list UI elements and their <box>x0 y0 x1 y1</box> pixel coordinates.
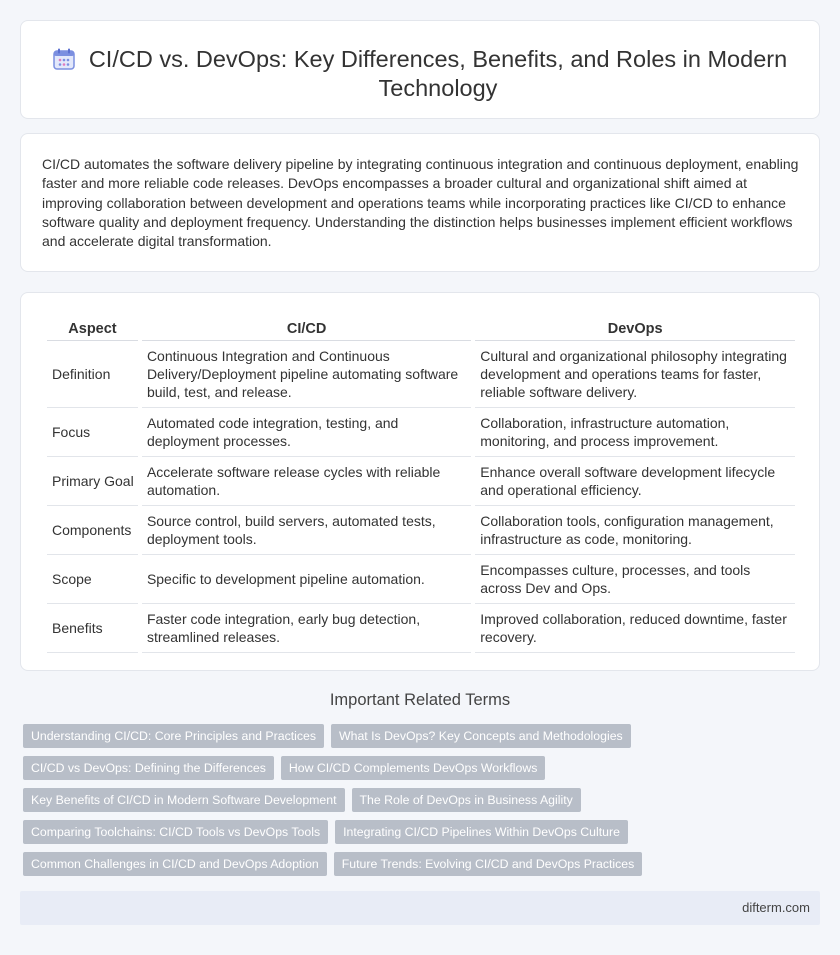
comparison-card <box>20 292 820 671</box>
row-cicd: Continuous Integration and Continuous Delivery/Deployment pipeline automating software build, test, and release. <box>142 341 471 408</box>
related-term-link[interactable]: Key Benefits of CI/CD in Modern Software Development <box>23 788 345 812</box>
related-term-link[interactable]: Understanding CI/CD: Core Principles and Practices <box>23 724 324 748</box>
related-term-link[interactable]: Future Trends: Evolving CI/CD and DevOps Practices <box>334 852 643 876</box>
title-card <box>20 20 820 119</box>
row-devops: Improved collaboration, reduced downtime, faster recovery. <box>475 604 795 653</box>
tag-row <box>23 756 813 780</box>
table-row <box>47 604 795 653</box>
row-devops: Collaboration tools, configuration management, infrastructure as code, monitoring. <box>475 506 795 555</box>
page-title: CI/CD vs. DevOps: Key Differences, Benefits, and Roles in Modern Technology <box>88 46 788 101</box>
table-row <box>47 341 795 408</box>
header-devops: DevOps <box>475 314 795 341</box>
table-header-row <box>47 314 795 341</box>
row-aspect: Components <box>47 506 138 555</box>
related-term-link[interactable]: CI/CD vs DevOps: Defining the Differences <box>23 756 274 780</box>
intro-card <box>20 133 820 272</box>
related-term-link[interactable]: Integrating CI/CD Pipelines Within DevOps Culture <box>335 820 628 844</box>
row-devops: Encompasses culture, processes, and tools across Dev and Ops. <box>475 555 795 604</box>
tag-row <box>23 852 813 876</box>
tag-row <box>23 820 813 844</box>
row-devops: Cultural and organizational philosophy integrating development and operations teams for faster, reliable software delivery. <box>475 341 795 408</box>
row-cicd: Specific to development pipeline automation. <box>142 555 471 604</box>
header-aspect: Aspect <box>47 314 138 341</box>
row-aspect: Benefits <box>47 604 138 653</box>
footer <box>20 891 820 925</box>
table-row <box>47 408 795 457</box>
row-cicd: Faster code integration, early bug detection, streamlined releases. <box>142 604 471 653</box>
related-terms-heading: Important Related Terms <box>329 691 511 709</box>
footer-site-link[interactable]: difterm.com <box>742 900 810 915</box>
table-row <box>47 506 795 555</box>
row-cicd: Automated code integration, testing, and deployment processes. <box>142 408 471 457</box>
related-term-link[interactable]: Common Challenges in CI/CD and DevOps Adoption <box>23 852 327 876</box>
related-term-link[interactable]: The Role of DevOps in Business Agility <box>352 788 581 812</box>
comparison-table <box>43 314 799 653</box>
row-aspect: Primary Goal <box>47 457 138 506</box>
intro-paragraph: CI/CD automates the software delivery pipeline by integrating continuous integration and continuous deployment, enabling faster and more reliable code releases. DevOps encompasses a broader cultural and organizational shift aimed at improving collaboration between development and operations teams while incorporating practices like CI/CD to enhance software quality and deployment frequency. Understanding the distinction helps businesses implement efficient workflows and accelerate digital transformation. <box>42 156 799 250</box>
row-aspect: Definition <box>47 341 138 408</box>
related-term-link[interactable]: What Is DevOps? Key Concepts and Methodologies <box>331 724 631 748</box>
row-aspect: Focus <box>47 408 138 457</box>
table-row <box>47 457 795 506</box>
related-term-link[interactable]: Comparing Toolchains: CI/CD Tools vs DevOps Tools <box>23 820 328 844</box>
row-cicd: Source control, build servers, automated tests, deployment tools. <box>142 506 471 555</box>
tag-row <box>23 724 813 748</box>
tag-row <box>23 788 813 812</box>
header-cicd: CI/CD <box>142 314 471 341</box>
row-cicd: Accelerate software release cycles with reliable automation. <box>142 457 471 506</box>
row-devops: Enhance overall software development lifecycle and operational efficiency. <box>475 457 795 506</box>
row-devops: Collaboration, infrastructure automation, monitoring, and process improvement. <box>475 408 795 457</box>
row-aspect: Scope <box>47 555 138 604</box>
related-term-link[interactable]: How CI/CD Complements DevOps Workflows <box>281 756 546 780</box>
related-terms-list <box>23 724 813 884</box>
table-row <box>47 555 795 604</box>
